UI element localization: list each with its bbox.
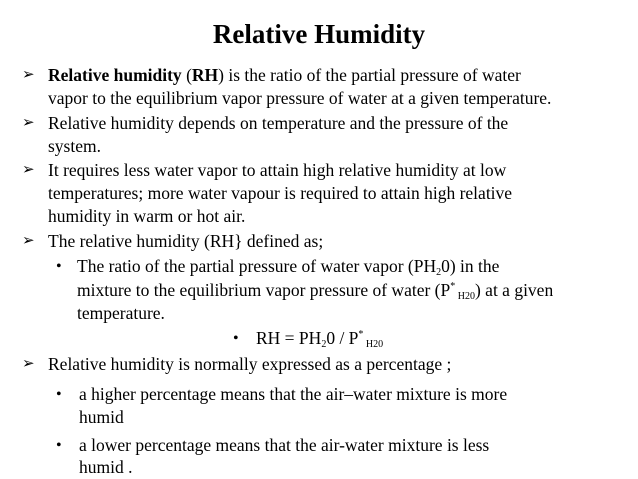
bullet-5-line-1: Relative humidity is normally expressed as a percentage ; xyxy=(48,354,452,374)
dot-bullet-icon: • xyxy=(56,258,62,275)
subscript: H20 xyxy=(455,291,475,302)
bullet-3-line-2: temperatures; more water vapour is required to attain high relative xyxy=(48,183,513,203)
superscript: * xyxy=(358,329,364,340)
text: 0) in the xyxy=(441,256,500,276)
term-relative-humidity: Relative humidity xyxy=(48,65,182,85)
bullet-3-line-3: humidity in warm or hot air. xyxy=(48,206,246,226)
bullet-2-line-1: Relative humidity depends on temperature and the pressure of the xyxy=(48,113,509,133)
dot-bullet-icon: • xyxy=(56,437,62,454)
arrow-bullet-icon: ➢ xyxy=(22,162,35,178)
arrow-bullet-icon: ➢ xyxy=(22,115,35,131)
text: The ratio of the partial pressure of water vapor (PH xyxy=(77,256,437,276)
superscript: * xyxy=(450,281,456,292)
subscript: H20 xyxy=(363,339,384,350)
bullet-3-line-1: It requires less water vapor to attain high relative humidity at low xyxy=(48,160,507,180)
subbullet-4a-line-3: temperature. xyxy=(77,303,165,323)
bullet-4-line-1: The relative humidity (RH} defined as; xyxy=(48,231,324,251)
formula xyxy=(256,328,383,349)
subscript: 2 xyxy=(436,267,442,278)
bullet-1-line-2: vapor to the equilibrium vapor pressure of water at a given temperature. xyxy=(48,88,552,108)
subbullet-5a-line-2: humid xyxy=(79,407,124,427)
subbullet-5a-line-1: a higher percentage means that the air–water mixture is more xyxy=(79,384,508,404)
text: RH = PH xyxy=(256,328,322,348)
slide-title: Relative Humidity xyxy=(212,19,426,49)
subscript: 2 xyxy=(321,339,327,350)
subbullet-5b-line-1: a lower percentage means that the air-water mixture is less xyxy=(79,435,490,455)
bullet-2-line-2: system. xyxy=(48,136,101,156)
bullet-1-line-1 xyxy=(48,65,521,86)
text: 0 / P xyxy=(326,328,359,348)
subbullet-5b-line-2: humid . xyxy=(79,457,133,477)
subbullet-4a-line-2 xyxy=(77,280,553,301)
arrow-bullet-icon: ➢ xyxy=(22,356,35,372)
dot-bullet-icon: • xyxy=(233,330,239,347)
subbullet-4a-line-1 xyxy=(77,256,499,277)
term-rh: RH xyxy=(191,65,219,85)
text: ) is the ratio of the partial pressure of water xyxy=(218,65,521,85)
text: mixture to the equilibrium vapor pressure of water (P xyxy=(77,280,451,300)
text: ( xyxy=(181,65,192,85)
text: ) at a given xyxy=(474,280,554,300)
arrow-bullet-icon: ➢ xyxy=(22,233,35,249)
arrow-bullet-icon: ➢ xyxy=(22,67,35,83)
dot-bullet-icon: • xyxy=(56,386,62,403)
